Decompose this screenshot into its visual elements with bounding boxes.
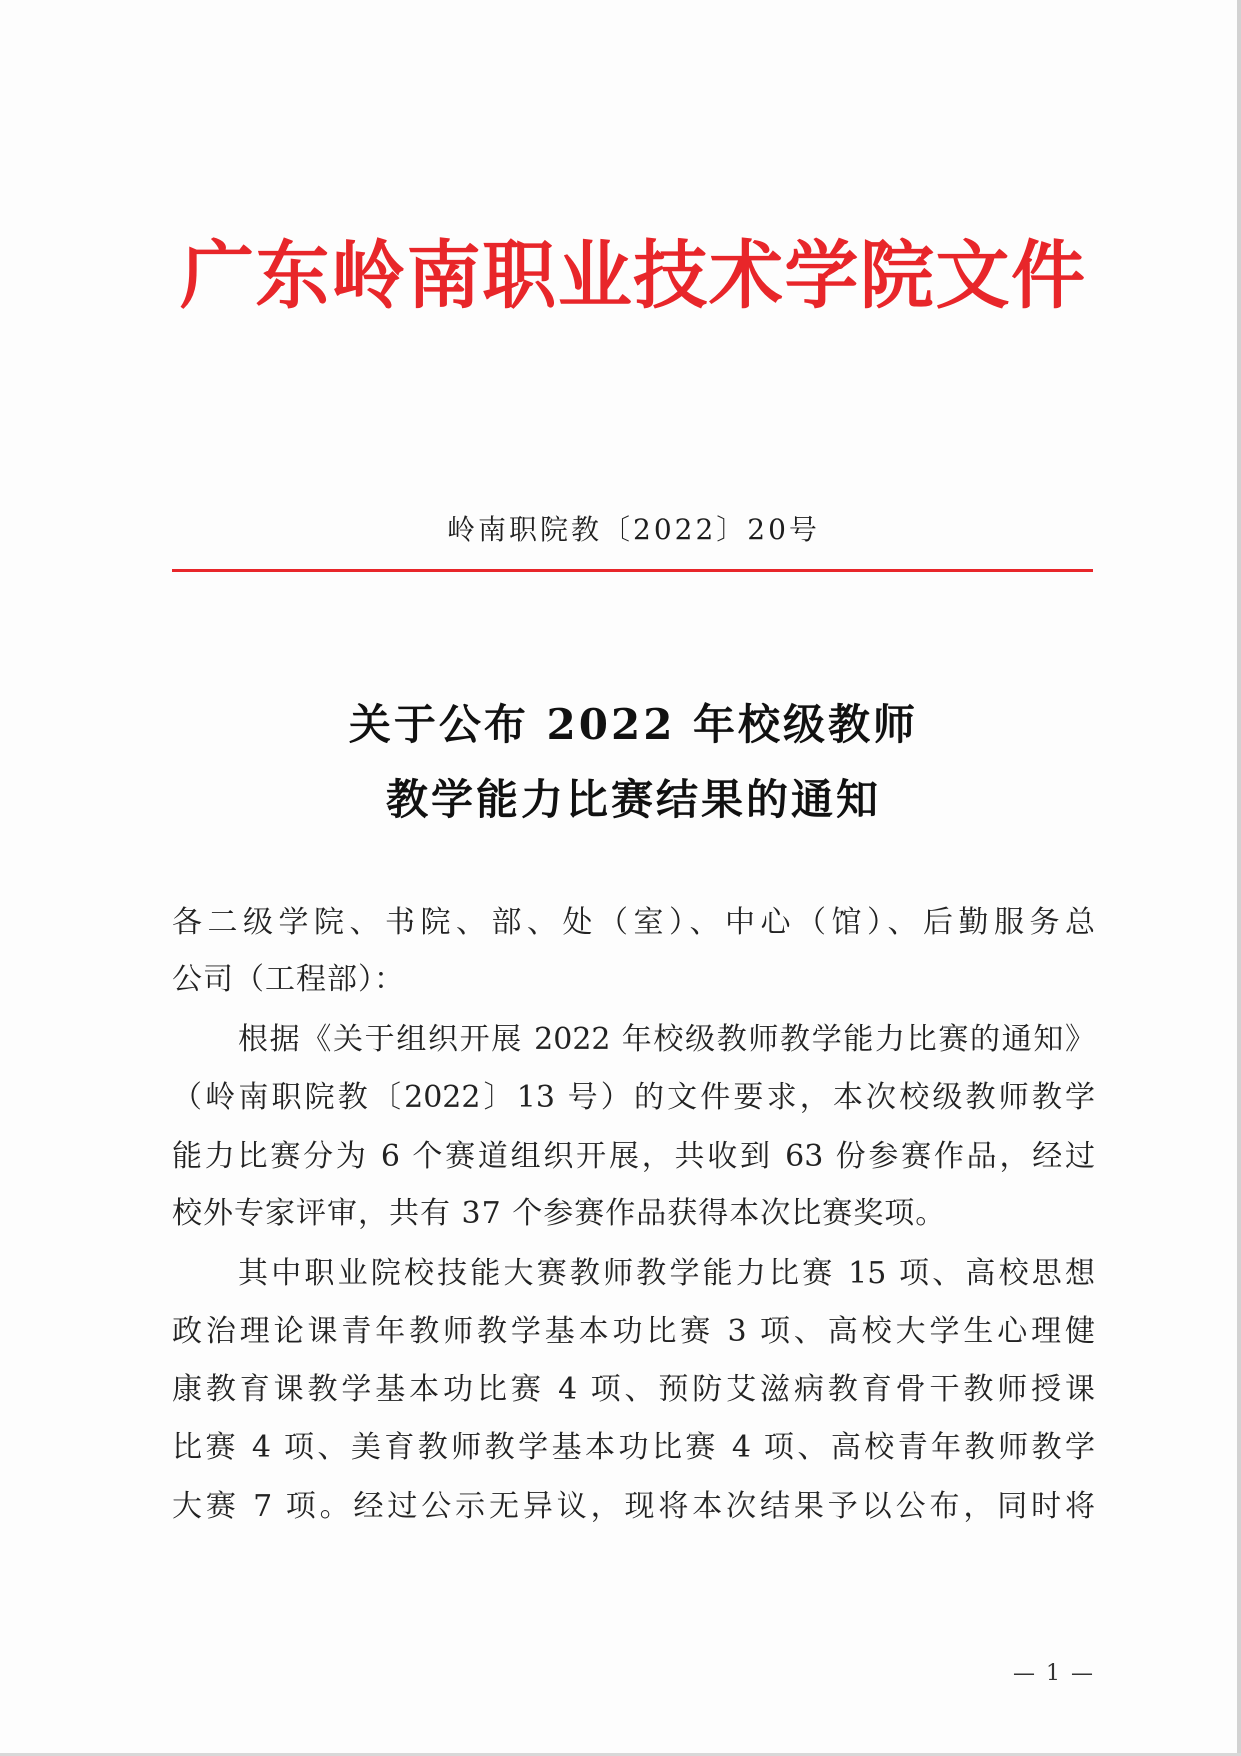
salutation-line: 各二级学院、书院、部、处（室）、中心（馆）、后勤服务总 (172, 905, 1095, 940)
red-separator-line (172, 569, 1093, 572)
paragraph-line: 能力比赛分为 6 个赛道组织开展，共收到 63 份参赛作品，经过 (172, 1139, 1095, 1174)
paragraph-line: 校外专家评审，共有 37 个参赛作品获得本次比赛奖项。 (172, 1196, 947, 1231)
paragraph-line: 其中职业院校技能大赛教师教学能力比赛 15 项、高校思想 (238, 1256, 1095, 1291)
paragraph-line: 根据《关于组织开展 2022 年校级教师教学能力比赛的通知》 (238, 1022, 1095, 1057)
notice-title-line: 关于公布 2022 年校级教师 (348, 700, 919, 749)
salutation-line: 公司（工程部）： (172, 962, 405, 997)
notice-title-line: 教学能力比赛结果的通知 (385, 775, 881, 824)
paragraph-line: 康教育课教学基本功比赛 4 项、预防艾滋病教育骨干教师授课 (172, 1372, 1095, 1407)
issuer-header: 广东岭南职业技术学院文件 (180, 233, 1085, 319)
page-number: — 1 — (1013, 1661, 1095, 1686)
scan-edge-right (1237, 0, 1241, 1756)
paragraph-line: 大赛 7 项。经过公示无异议，现将本次结果予以公布，同时将 (172, 1489, 1095, 1524)
paragraph-line: 比赛 4 项、美育教师教学基本功比赛 4 项、高校青年教师教学 (172, 1430, 1095, 1465)
paragraph-line: （岭南职院教〔2022〕13 号）的文件要求，本次校级教师教学 (172, 1080, 1095, 1115)
document-number: 岭南职院教〔2022〕20号 (447, 513, 820, 546)
paragraph-line: 政治理论课青年教师教学基本功比赛 3 项、高校大学生心理健 (172, 1314, 1095, 1349)
